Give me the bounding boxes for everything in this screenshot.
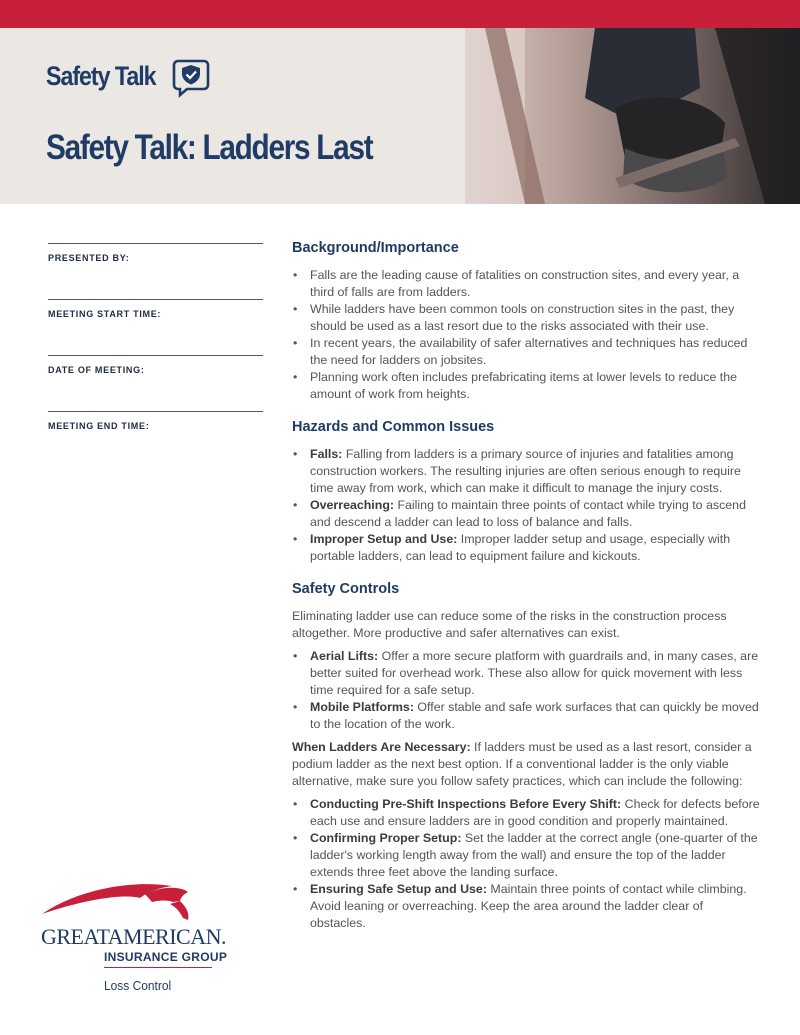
page-title: Safety Talk: Ladders Last <box>46 128 373 167</box>
list-item-term: Mobile Platforms: <box>310 700 414 714</box>
list-item-text: Maintain three points of contact while climbing. Avoid leaning or overreaching. Keep the area around the ladder clear of obstacles. <box>310 882 747 930</box>
logo-subtitle: INSURANCE GROUP <box>104 950 228 964</box>
background-section <box>292 240 762 403</box>
brand-mark <box>46 54 213 98</box>
list-item-text: Check for defects before each use and ensure ladders are in good condition and properly maintained. <box>310 797 760 828</box>
list-item-term: Falls: <box>310 447 343 461</box>
great-american-logo <box>40 880 230 1000</box>
section-intro: Eliminating ladder use can reduce some of the risks in the construction process altogether. More productive and safer alternatives can exist. <box>292 609 727 640</box>
list-item <box>292 648 762 699</box>
logo-division: Loss Control <box>104 978 172 993</box>
list-item <box>292 830 762 881</box>
list-item-text: Improper ladder setup and usage, especially with portable ladders, can lead to equipment failure and kickouts. <box>310 532 731 563</box>
list-item-term: Ensuring Safe Setup and Use: <box>310 882 487 896</box>
list-item-text: Offer stable and safe work surfaces that can quickly be moved to the location of the work. <box>310 700 759 731</box>
section-title: Safety Controls <box>292 581 400 597</box>
list-item: • In recent years, the availability of safer alternatives and techniques has reduced the need for ladders on jobsites. <box>292 335 762 369</box>
logo-wordmark: GREATAMERICAN. <box>41 924 226 949</box>
meeting-info-form <box>48 243 263 467</box>
section-title: Hazards and Common Issues <box>292 419 495 435</box>
list-item <box>292 881 762 932</box>
section-title: Background/Importance <box>292 240 459 256</box>
meeting-start-time-field[interactable] <box>48 299 263 355</box>
list-item <box>292 497 762 531</box>
logo-divider <box>104 967 212 968</box>
bullet-list <box>292 796 762 932</box>
eagle-swoosh-icon <box>40 880 230 930</box>
bullet-list <box>292 446 762 565</box>
list-item-term: Confirming Proper Setup: <box>310 831 462 845</box>
top-accent-bar <box>0 0 800 28</box>
bullet-list <box>292 267 762 403</box>
list-item <box>292 446 762 497</box>
worker-on-ladder-photo <box>465 28 800 204</box>
field-label: DATE OF MEETING: <box>48 365 145 375</box>
shield-check-speech-bubble-icon <box>169 54 213 98</box>
field-label: MEETING END TIME: <box>48 421 150 431</box>
meeting-end-time-field[interactable] <box>48 411 263 467</box>
safety-controls-section <box>292 581 762 932</box>
hazards-section <box>292 419 762 565</box>
list-item-term: Overreaching: <box>310 498 395 512</box>
list-item-text: Offer a more secure platform with guardrails and, in many cases, are better suited for overhead work. These also allow for quick movement with less time required for a safe setup. <box>310 649 759 697</box>
list-item-term: Improper Setup and Use: <box>310 532 458 546</box>
bullet-list <box>292 648 762 733</box>
field-label: MEETING START TIME: <box>48 309 162 319</box>
presented-by-field[interactable] <box>48 243 263 299</box>
paragraph-text: If ladders must be used as a last resort, consider a podium ladder as the next best option. If a conventional ladder is the only viable alternative, make sure you follow safety practices, which can include the following: <box>292 740 752 788</box>
ladders-necessary-paragraph <box>292 739 762 790</box>
list-item: • Falls are the leading cause of fatalities on construction sites, and every year, a third of falls are from ladders. <box>292 267 762 301</box>
brand-name: Safety Talk <box>46 60 156 91</box>
list-item <box>292 796 762 830</box>
list-item: • While ladders have been common tools on construction sites in the past, they should be used as a last resort due to the risks associated with their use. <box>292 301 762 335</box>
field-label: PRESENTED BY: <box>48 253 130 263</box>
main-content <box>292 240 762 932</box>
date-of-meeting-field[interactable] <box>48 355 263 411</box>
list-item-text: Failing to maintain three points of contact while trying to ascend and descend a ladder can lead to loss of balance and falls. <box>310 498 746 529</box>
list-item <box>292 531 762 565</box>
list-item-term: Conducting Pre-Shift Inspections Before Every Shift: <box>310 797 622 811</box>
header-photo <box>465 28 800 204</box>
paragraph-term: When Ladders Are Necessary: <box>292 740 471 754</box>
list-item <box>292 699 762 733</box>
list-item: • Planning work often includes prefabricating items at lower levels to reduce the amount of work from heights. <box>292 369 762 403</box>
list-item-text: Falling from ladders is a primary source of injuries and fatalities among construction workers. The resulting injuries are often serious enough to require time away from work, which can make it difficult to manage the injury costs. <box>310 447 741 495</box>
list-item-text: Set the ladder at the correct angle (one-quarter of the ladder's working length away from the wall) and ensure the top of the ladder extends three feet above the landing surface. <box>310 831 758 879</box>
list-item-term: Aerial Lifts: <box>310 649 379 663</box>
